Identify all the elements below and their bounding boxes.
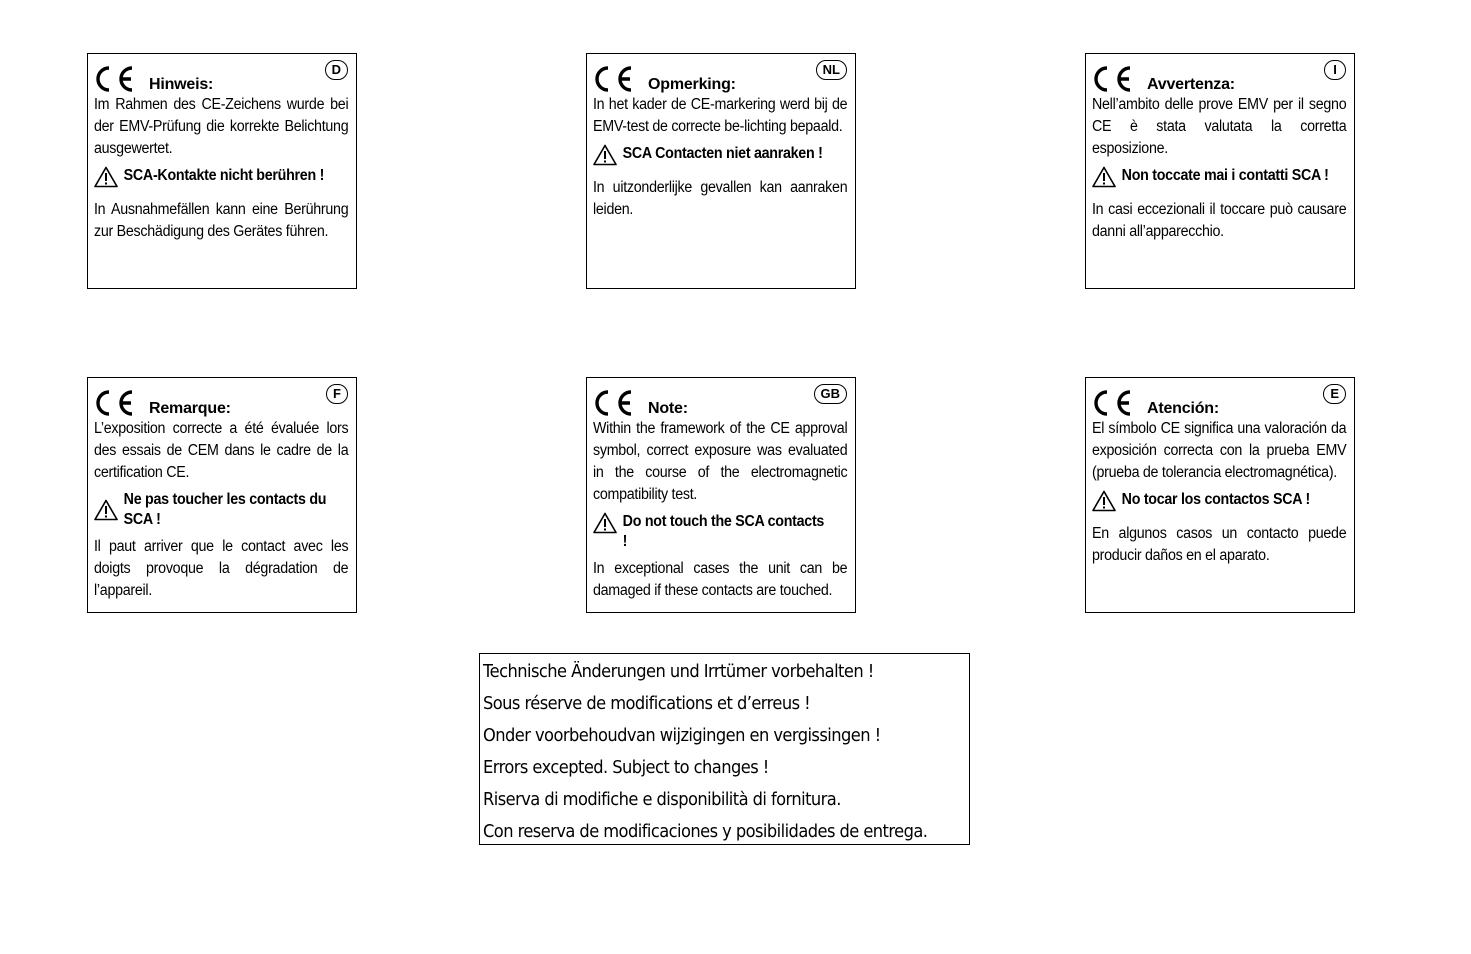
notice-body: Im Rahmen des CE-Zeichens wurde bei der EMV-Prüfung die korrekte Belichtung ausgewertet.	[94, 96, 349, 157]
notice-box-e	[1085, 377, 1355, 613]
disclaimer-line-fr: Sous réserve de modifications et d’erreus !	[483, 694, 811, 714]
warning-text: No tocar los contactos SCA !	[1121, 491, 1310, 508]
warning-triangle-icon	[593, 144, 619, 171]
notice-detail: In uitzonderlijke gevallen kan aanraken leiden.	[593, 179, 848, 218]
warning-text: Non toccate mai i contatti SCA !	[1121, 167, 1329, 184]
disclaimer-line-de: Technische Änderungen und Irrtümer vorbehalten !	[483, 662, 874, 682]
notice-body: El símbolo CE significa una valoración da exposición correcta con la prueba EMV (prueba de tolerancia electromagnética).	[1092, 420, 1347, 481]
notice-detail: In Ausnahmefällen kann eine Berührung zur Beschädigung des Gerätes führen.	[94, 201, 349, 240]
notice-detail: In exceptional cases the unit can be damaged if these contacts are touched.	[593, 560, 848, 599]
notice-title: Remarque:	[149, 400, 231, 417]
notice-body: Nell’ambito delle prove EMV per il segno CE è stata valutata la corretta esposizione.	[1092, 96, 1347, 157]
warning-line	[94, 490, 350, 530]
disclaimer-line-nl: Onder voorbehoudvan wijzigingen en vergissingen !	[483, 726, 881, 746]
warning-triangle-icon	[94, 166, 120, 193]
warning-text: SCA Contacten niet aanraken !	[622, 145, 823, 162]
warning-text: Ne pas toucher les contacts du SCA !	[123, 491, 327, 528]
notice-detail: Il paut arriver que le contact avec les doigts provoque la dégradation de l’appareil.	[94, 538, 349, 599]
notice-title: Atención:	[1147, 400, 1219, 417]
notice-title: Hinweis:	[149, 76, 214, 93]
disclaimer-line-en: Errors excepted. Subject to changes !	[483, 758, 769, 778]
notice-title: Avvertenza:	[1147, 76, 1235, 93]
disclaimer-line-es: Con reserva de modificaciones y posibilidades de entrega.	[483, 822, 928, 842]
language-badge: E	[1323, 384, 1346, 404]
warning-line	[94, 166, 350, 193]
notice-detail: In casi eccezionali il toccare può causare danni all’apparecchio.	[1092, 201, 1347, 240]
notice-body: Within the framework of the CE approval symbol, correct exposure was evaluated in the course of the electromagnetic compatibility test.	[593, 420, 848, 503]
warning-line	[1092, 490, 1348, 517]
language-badge: NL	[816, 60, 847, 80]
notice-box-gb	[586, 377, 856, 613]
disclaimer-line-it: Riserva di modifiche e disponibilità di fornitura.	[483, 790, 841, 810]
language-badge: GB	[814, 384, 848, 404]
notice-title: Opmerking:	[648, 76, 736, 93]
disclaimer-box	[479, 653, 970, 845]
notice-body: In het kader de CE-markering werd bij de EMV-test de correcte be-lichting bepaald.	[593, 96, 848, 135]
notice-box-d	[87, 53, 357, 289]
warning-text: SCA-Kontakte nicht berühren !	[123, 167, 325, 184]
warning-line	[593, 512, 849, 552]
notice-box-f	[87, 377, 357, 613]
warning-text: Do not touch the SCA contacts !	[622, 513, 825, 550]
notice-detail: En algunos casos un contacto puede producir daños en el aparato.	[1092, 525, 1347, 564]
warning-triangle-icon	[593, 512, 619, 539]
language-badge: D	[325, 60, 348, 80]
language-badge: I	[1324, 60, 1346, 80]
language-badge: F	[326, 384, 348, 404]
notice-body: L’exposition correcte a été évaluée lors des essais de CEM dans le cadre de la certification CE.	[94, 420, 349, 481]
warning-line	[593, 144, 849, 171]
notice-title: Note:	[648, 400, 688, 417]
warning-line	[1092, 166, 1348, 193]
warning-triangle-icon	[1092, 166, 1118, 193]
notice-box-i	[1085, 53, 1355, 289]
warning-triangle-icon	[94, 499, 120, 526]
notice-box-nl	[586, 53, 856, 289]
warning-triangle-icon	[1092, 490, 1118, 517]
